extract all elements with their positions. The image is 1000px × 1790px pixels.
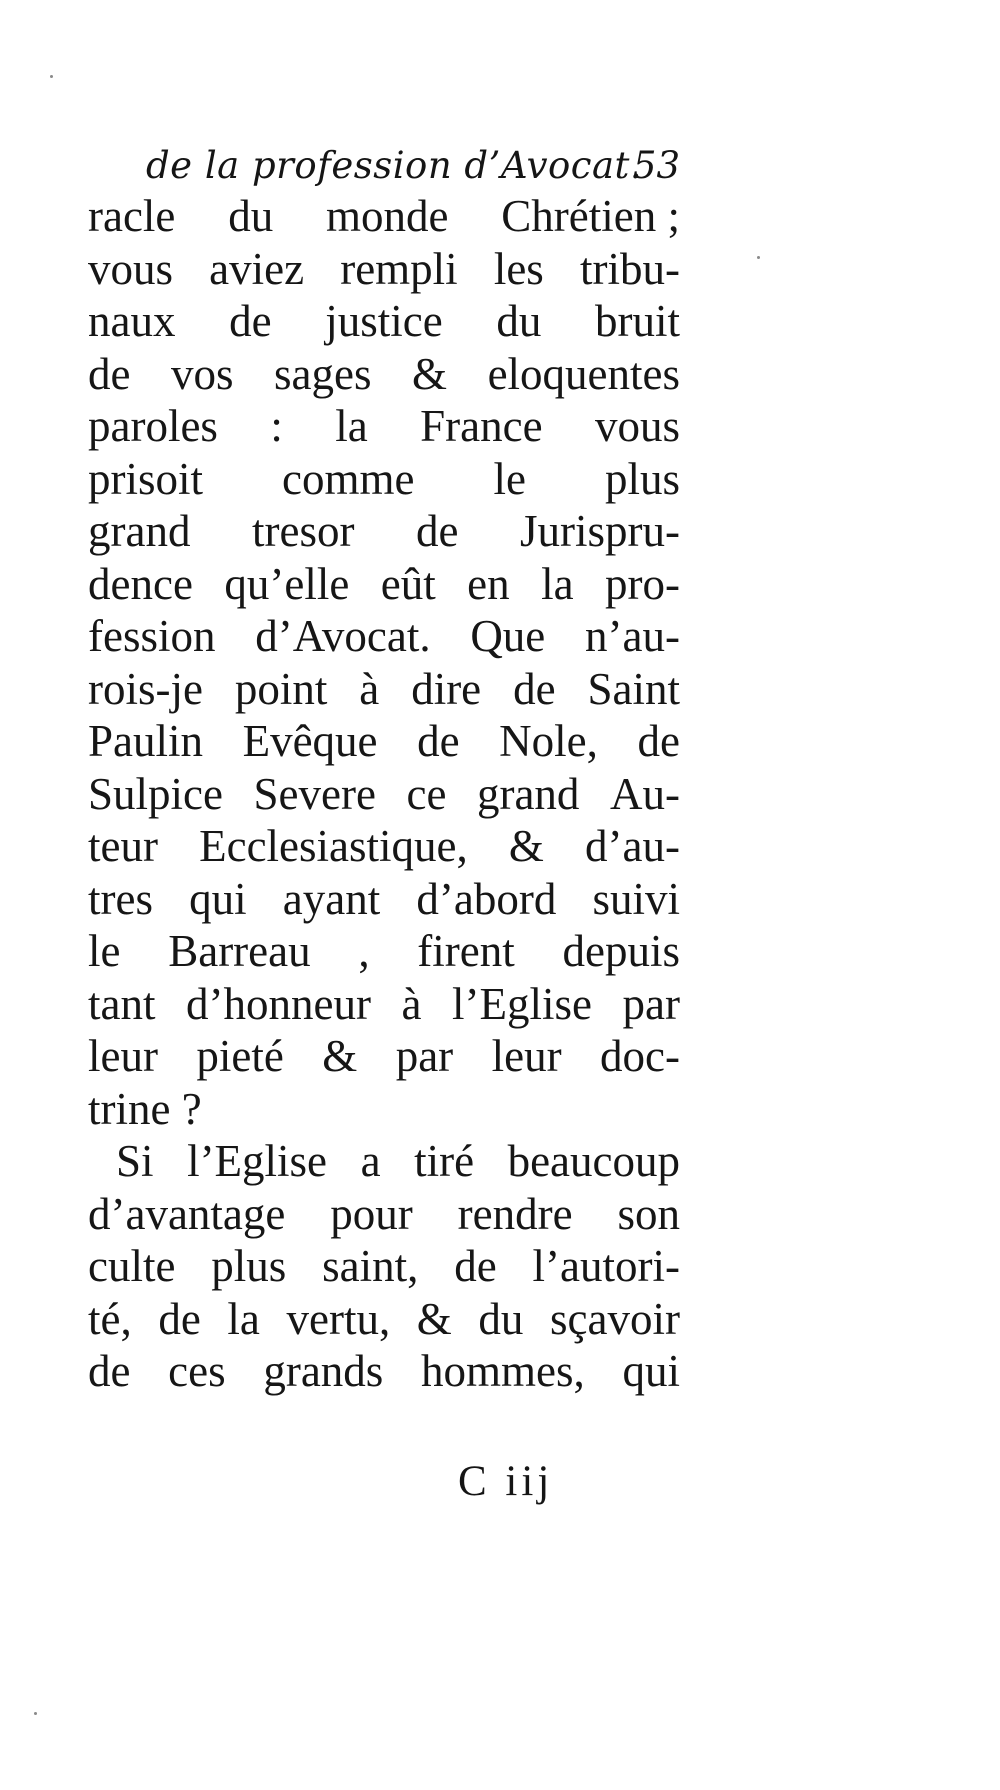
page-number: 53 <box>632 144 680 187</box>
word: Nole, <box>499 716 598 766</box>
word: à <box>401 978 422 1029</box>
word: grands <box>263 1346 384 1396</box>
word: depuis <box>562 926 680 976</box>
word: tres <box>88 873 153 924</box>
word: dire <box>411 663 482 714</box>
text-line <box>88 190 680 243</box>
word: n’au- <box>585 611 680 661</box>
word: la <box>541 558 574 609</box>
word: d’abord <box>416 873 557 924</box>
text-line <box>88 978 680 1031</box>
word: rois-je <box>88 663 203 714</box>
word: du <box>496 296 542 346</box>
word: hommes, <box>421 1346 585 1396</box>
word: sages <box>274 348 372 399</box>
word: plus <box>211 1241 287 1291</box>
word: de <box>417 716 460 766</box>
text-line <box>88 558 680 611</box>
word: l’autori- <box>532 1241 680 1291</box>
word: teur <box>88 821 158 871</box>
word: grand <box>88 506 191 556</box>
text-line <box>88 768 680 821</box>
word: Evêque <box>242 716 378 766</box>
word: par <box>622 978 680 1029</box>
word: de <box>88 1346 131 1396</box>
word: vertu, <box>286 1293 391 1344</box>
word: à <box>359 663 380 714</box>
body-text <box>88 190 680 1398</box>
word: & <box>508 821 544 871</box>
text-line <box>88 1135 680 1188</box>
text-line <box>88 505 680 558</box>
word: leur <box>491 1031 562 1081</box>
word: tribu- <box>579 243 680 294</box>
word: vous <box>88 243 174 294</box>
word: & <box>416 1293 452 1344</box>
word: d’avantage <box>88 1188 286 1239</box>
word: Ecclesiastique, <box>199 821 468 871</box>
word: l’Eglise <box>452 978 592 1029</box>
word: par <box>395 1031 454 1081</box>
word: de <box>513 663 556 714</box>
word: monde <box>325 191 449 241</box>
text-line <box>88 453 680 506</box>
text-line <box>88 1188 680 1241</box>
word: rendre <box>457 1188 573 1239</box>
word: prisoit <box>88 453 204 504</box>
word: tiré <box>414 1136 475 1186</box>
word: té, <box>88 1293 132 1344</box>
word: tant <box>88 978 156 1029</box>
word: pieté <box>196 1031 284 1081</box>
paper-speck <box>50 75 53 78</box>
word: naux <box>88 296 176 346</box>
word: de <box>454 1241 497 1291</box>
text-line <box>88 400 680 453</box>
word: Sulpice <box>88 768 223 819</box>
text-line <box>88 348 680 401</box>
word: a <box>360 1136 381 1186</box>
word: Si <box>116 1136 154 1186</box>
word: les <box>493 243 544 294</box>
text-line <box>88 925 680 978</box>
text-line <box>88 1030 680 1083</box>
word: doc- <box>599 1031 680 1081</box>
word: & <box>322 1031 358 1081</box>
text-line <box>88 1240 680 1293</box>
word: racle <box>88 191 176 241</box>
text-line <box>88 1345 680 1398</box>
word: fession <box>88 611 216 661</box>
text-line <box>88 715 680 768</box>
word: eût <box>380 558 436 609</box>
word: l’Eglise <box>187 1136 328 1186</box>
signature-mark: C iij <box>458 1458 554 1505</box>
word: point <box>234 663 328 714</box>
text-line <box>88 873 680 926</box>
word: eloquentes <box>487 348 680 399</box>
word: dence <box>88 558 193 609</box>
word: qu’elle <box>224 558 350 609</box>
word: Que <box>470 611 546 661</box>
word: pro- <box>605 558 680 609</box>
word: Jurispru- <box>520 506 680 556</box>
word: Paulin <box>88 716 204 766</box>
word: ce <box>406 768 447 819</box>
word: de <box>88 348 131 399</box>
word: le <box>493 453 526 504</box>
text-line <box>88 1083 680 1136</box>
word: le <box>88 926 121 976</box>
word: leur <box>88 1031 158 1081</box>
word: bruit <box>595 296 680 346</box>
word: aviez <box>209 243 305 294</box>
word: , <box>358 926 370 976</box>
word: de <box>637 716 680 766</box>
word: trine ? <box>88 1083 202 1134</box>
word: paroles <box>88 401 218 451</box>
word: firent <box>417 926 515 976</box>
word: du <box>478 1293 524 1344</box>
word: du <box>228 191 274 241</box>
word: Chrétien ; <box>501 191 680 241</box>
word: la <box>335 401 368 451</box>
text-line <box>88 663 680 716</box>
word: justice <box>325 296 443 346</box>
word: & <box>412 348 448 399</box>
word: qui <box>189 873 247 924</box>
word: d’au- <box>585 821 680 871</box>
word: son <box>617 1188 680 1239</box>
word: rempli <box>340 243 458 294</box>
word: en <box>467 558 510 609</box>
paper-speck <box>34 1712 37 1715</box>
word: Saint <box>587 663 680 714</box>
word: de <box>229 296 272 346</box>
word: Barreau <box>168 926 311 976</box>
word: France <box>420 401 543 451</box>
word: pour <box>330 1188 413 1239</box>
word: d’honneur <box>186 978 371 1029</box>
word: tresor <box>252 506 355 556</box>
word: de <box>158 1293 201 1344</box>
text-line <box>88 610 680 663</box>
running-title: de la profession d’Avocat. <box>146 144 643 187</box>
word: de <box>416 506 459 556</box>
word: plus <box>604 453 680 504</box>
word: ayant <box>282 873 381 924</box>
paper-speck <box>757 256 760 259</box>
word: sçavoir <box>550 1293 680 1344</box>
word: qui <box>622 1346 680 1396</box>
word: saint, <box>322 1241 419 1291</box>
running-head <box>88 138 680 194</box>
word: beaucoup <box>507 1136 680 1186</box>
word: culte <box>88 1241 176 1291</box>
word: d’Avocat. <box>255 611 431 661</box>
word: : <box>270 401 283 451</box>
text-line <box>88 243 680 296</box>
word: Au- <box>609 768 680 819</box>
word: Severe <box>253 768 376 819</box>
word: ces <box>168 1346 226 1396</box>
text-line <box>88 820 680 873</box>
word: la <box>227 1293 260 1344</box>
text-line <box>88 1293 680 1346</box>
word: suivi <box>592 873 680 924</box>
word: vos <box>171 348 234 399</box>
word: vous <box>594 401 680 451</box>
word: comme <box>282 453 415 504</box>
text-line <box>88 295 680 348</box>
word: grand <box>476 768 580 819</box>
